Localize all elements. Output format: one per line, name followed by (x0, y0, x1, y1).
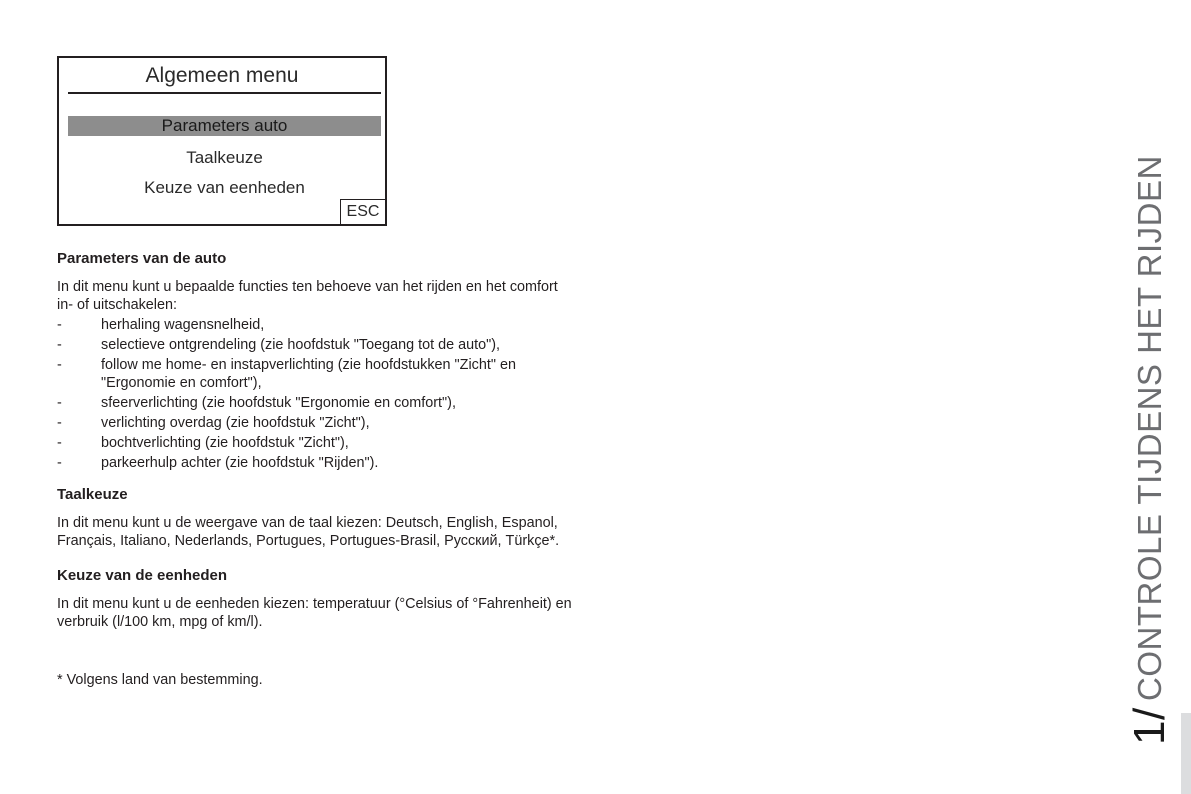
heading-taalkeuze: Taalkeuze (57, 486, 128, 503)
list-item: - follow me home- en instapverlichting (zie hoofdstukken "Zicht" en "Ergonomie en comfort"), (57, 357, 516, 391)
dash-bullet: - (57, 317, 62, 333)
title-divider (68, 92, 381, 94)
dash-bullet: - (57, 337, 62, 353)
list-item: - selectieve ontgrendeling (zie hoofdstuk "Toegang tot de auto"), (57, 337, 501, 353)
menu-item-parameters-auto[interactable]: Parameters auto (68, 116, 381, 136)
dash-bullet: - (57, 357, 62, 373)
list-item: - bochtverlichting (zie hoofdstuk "Zicht"), (57, 435, 349, 451)
dash-bullet: - (57, 395, 62, 411)
menu-item-taalkeuze[interactable]: Taalkeuze (186, 148, 263, 167)
menu-item-keuze-van-eenheden[interactable]: Keuze van eenheden (144, 178, 305, 197)
intro-parameters: In dit menu kunt u bepaalde functies ten behoeve van het rijden en het comfort in- of uitschakelen: (57, 279, 558, 313)
dash-bullet: - (57, 415, 62, 431)
text-taalkeuze: In dit menu kunt u de weergave van de taal kiezen: Deutsch, English, Espanol, Français, Italiano, Nederlands, Portugues, Portugues-Brasil, Русский, Türkçe*. (57, 515, 560, 549)
list-item: - sfeerverlichting (zie hoofdstuk "Ergonomie en comfort"), (57, 395, 456, 411)
heading-parameters: Parameters van de auto (57, 250, 227, 267)
dash-bullet: - (57, 435, 62, 451)
chapter-title (1125, 155, 1174, 745)
chapter-number: 1/ (1125, 707, 1174, 745)
heading-eenheden: Keuze van de eenheden (57, 567, 228, 584)
chapter-name: CONTROLE TIJDENS HET RIJDEN (1131, 155, 1168, 702)
list-item: - verlichting overdag (zie hoofdstuk "Zicht"), (57, 415, 370, 431)
menu-screen (57, 56, 387, 226)
footnote: * Volgens land van bestemming. (57, 672, 263, 688)
esc-button[interactable]: ESC (340, 199, 385, 224)
menu-title: Algemeen menu (145, 64, 299, 87)
body-text (57, 250, 577, 691)
page-edge-tab (1181, 713, 1191, 794)
text-eenheden: In dit menu kunt u de eenheden kiezen: temperatuur (°Celsius of °Fahrenheit) en verbruik (l/100 km, mpg of km/l). (57, 596, 572, 630)
dash-bullet: - (57, 455, 62, 471)
list-item: - parkeerhulp achter (zie hoofdstuk "Rijden"). (57, 455, 379, 471)
list-item: - herhaling wagensnelheid, (57, 317, 265, 333)
parameters-list (57, 316, 577, 472)
